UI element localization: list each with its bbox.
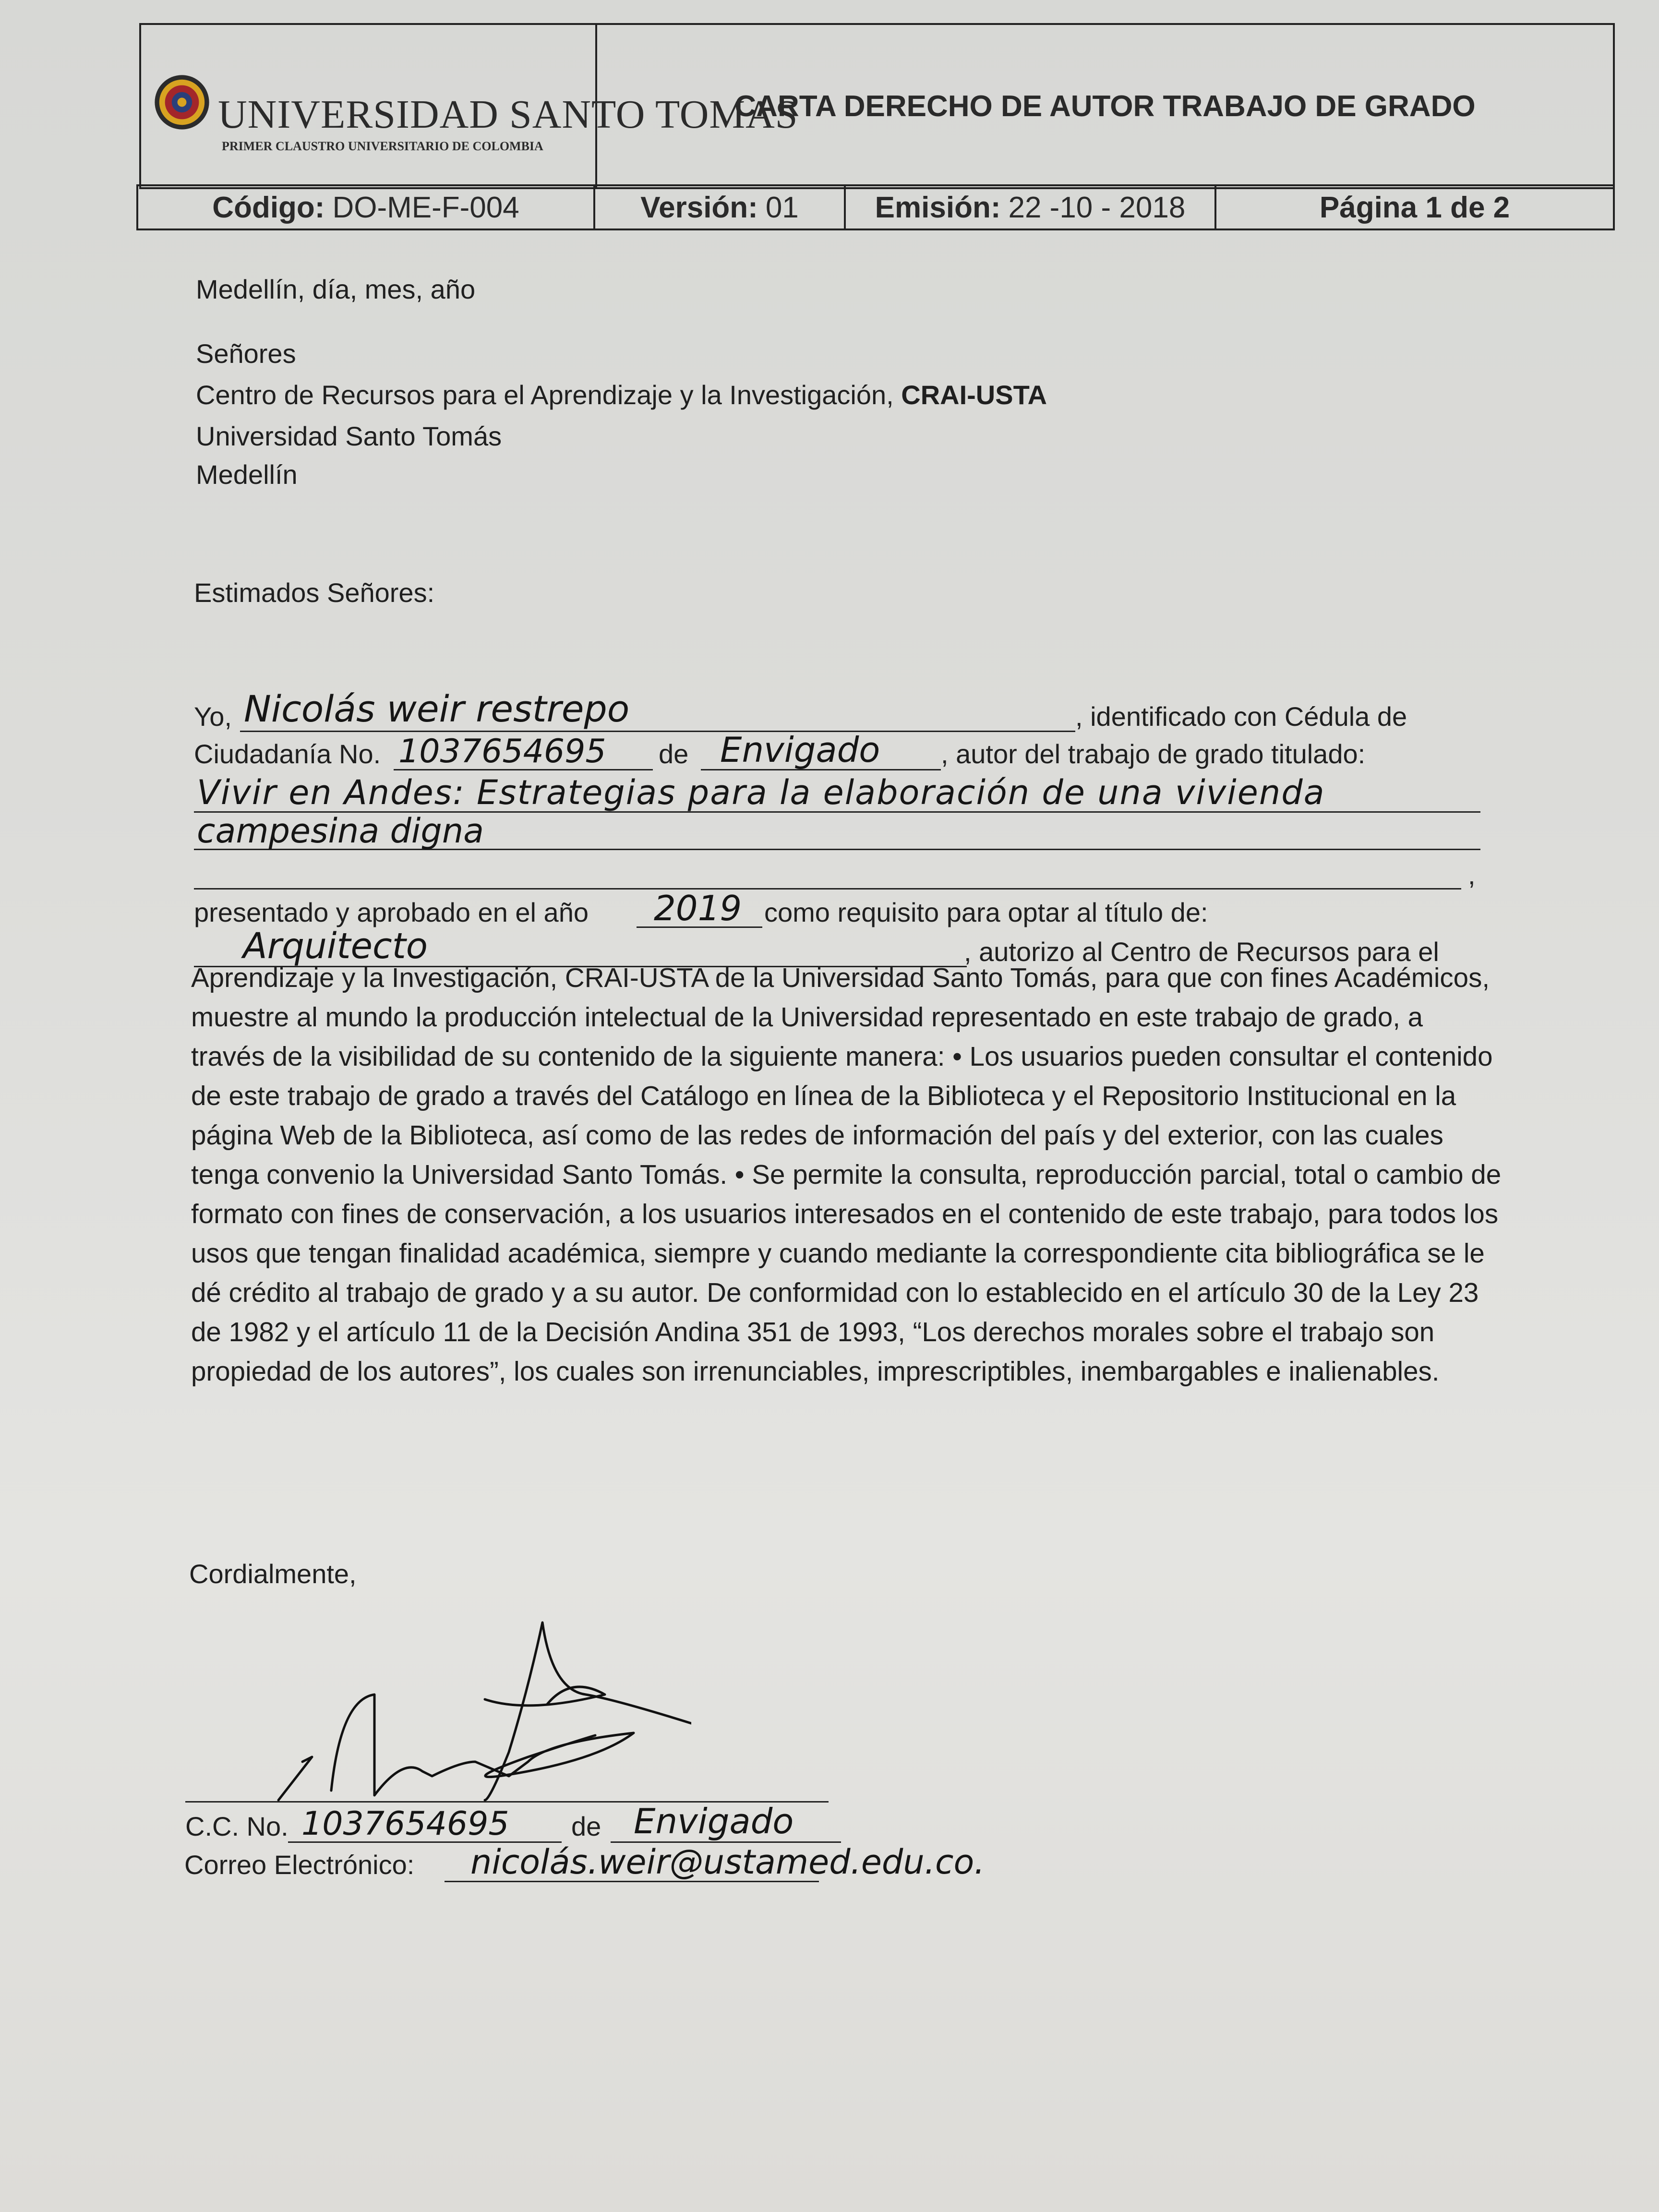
header-box xyxy=(139,23,1615,189)
cc-city-handwritten: Envigado xyxy=(634,1801,794,1841)
emission-cell xyxy=(846,186,1216,228)
name-underline xyxy=(240,731,1075,732)
logo-name: UNIVERSIDAD SANTO TOMAS xyxy=(218,92,798,137)
version-label: Versión: xyxy=(640,191,758,224)
email-handwritten: nicolás.weir@ustamed.edu.co. xyxy=(470,1842,985,1882)
cedula-de-label: de xyxy=(659,739,689,769)
yo-label: Yo, xyxy=(194,701,232,732)
city-handwritten: Envigado xyxy=(720,730,880,770)
email-label: Correo Electrónico: xyxy=(184,1850,415,1880)
author-name-handwritten: Nicolás weir restrepo xyxy=(244,687,630,730)
thesis-title-line-2: campesina digna xyxy=(197,811,484,851)
degree-handwritten: Arquitecto xyxy=(243,926,428,967)
university-logo xyxy=(141,25,798,187)
recipient-line-3: Universidad Santo Tomás xyxy=(196,421,502,451)
emission-value: 22 -10 - 2018 xyxy=(1008,191,1186,224)
code-value: DO-ME-F-004 xyxy=(332,191,519,224)
presented-text: presentado y aprobado en el año xyxy=(194,897,589,927)
document-title: CARTA DERECHO DE AUTOR TRABAJO DE GRADO xyxy=(734,89,1476,123)
title-comma: , xyxy=(1468,860,1476,890)
title-underline-3 xyxy=(194,888,1461,890)
logo-subtitle: PRIMER CLAUSTRO UNIVERSITARIO DE COLOMBIA xyxy=(222,139,543,153)
code-label: Código: xyxy=(212,191,325,224)
author-text: , autor del trabajo de grado titulado: xyxy=(941,739,1366,769)
cedula-handwritten: 1037654695 xyxy=(398,733,606,770)
signature-mark xyxy=(259,1618,691,1810)
code-cell xyxy=(138,186,595,228)
closing: Cordialmente, xyxy=(189,1559,357,1589)
page-number: Página 1 de 2 xyxy=(1319,191,1510,224)
recipient-crai: CRAI-USTA xyxy=(901,380,1047,410)
emission-label: Emisión: xyxy=(875,191,1001,224)
body-paragraph: Aprendizaje y la Investigación, CRAI-USTA de la Universidad Santo Tomás, para que con fines Académicos, muestre al mundo la producción intelectual de la Universidad representado en este trabajo de grado, a través de la visibilidad de su contenido de la siguiente manera: • Los usuarios pueden consultar el contenido de este trabajo de grado a través del Catálogo en línea de la Biblioteca y el Repositorio Institucional en la página Web de la Biblioteca, así como de las redes de información del país y del exterior, con las cuales tenga convenio la Universidad Santo Tomás. • Se permite la consulta, reproducción parcial, total o cambio de formato con fines de conservación, a los usuarios interesados en el contenido de este trabajo, para todos los usos que tengan finalidad académica, siempre y cuando mediante la correspondiente cita bibliográfica se le dé crédito al trabajo de grado y a su autor. De conformidad con lo establecido en el artículo 30 de la Ley 23 de 1982 y el artículo 11 de la Decisión Andina 351 de 1993, “Los derechos morales sobre el trabajo son propiedad de los autores”, los cuales son irrenunciables, imprescriptibles, inembargables e inalienables. xyxy=(191,962,1502,1386)
version-cell xyxy=(595,186,846,228)
requisite-text: como requisito para optar al título de: xyxy=(764,897,1208,927)
university-seal-icon xyxy=(154,74,210,131)
recipient-line-4: Medellín xyxy=(196,459,298,490)
recipient-line-2 xyxy=(196,379,1047,410)
place-date: Medellín, día, mes, año xyxy=(196,274,476,304)
recipient-line-1: Señores xyxy=(196,338,296,369)
cc-label: C.C. No. xyxy=(185,1811,289,1841)
cc-de-label: de xyxy=(571,1811,601,1841)
cc-handwritten: 1037654695 xyxy=(301,1805,509,1843)
header-info-row xyxy=(136,184,1615,230)
thesis-title-line-1: Vivir en Andes: Estrategias para la elaboración de una vivienda xyxy=(197,773,1325,812)
identified-text: , identificado con Cédula de xyxy=(1075,701,1407,732)
year-handwritten: 2019 xyxy=(654,888,742,928)
version-value: 01 xyxy=(765,191,799,224)
page-number-cell xyxy=(1216,186,1613,228)
recipient-line-2-text: Centro de Recursos para el Aprendizaje y la Investigación, xyxy=(196,380,902,410)
cedula-label: Ciudadanía No. xyxy=(194,739,381,769)
greeting: Estimados Señores: xyxy=(194,577,435,608)
authorize-text: , autorizo al Centro de Recursos para el xyxy=(964,937,1439,967)
